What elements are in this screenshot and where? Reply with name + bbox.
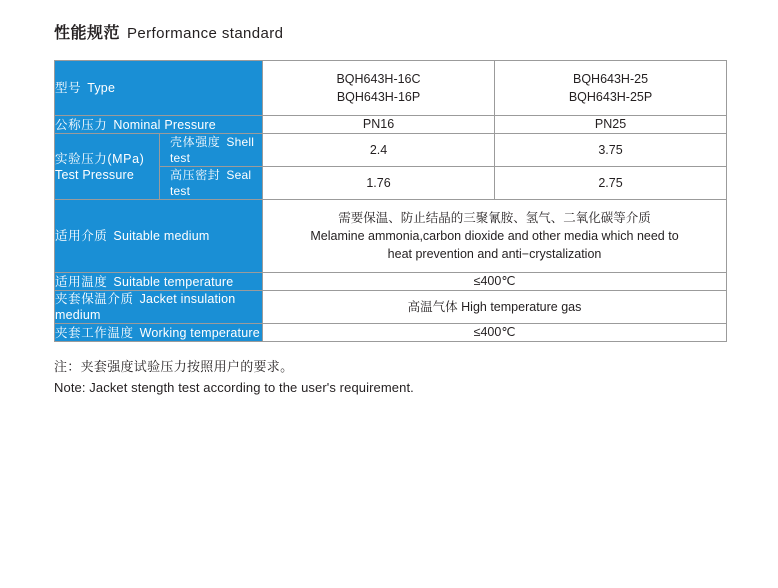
table-row-jacket-insulation-medium <box>55 291 727 324</box>
table-row-suitable-temperature <box>55 273 727 291</box>
row-label-suitable-medium-en: Suitable medium <box>113 229 210 243</box>
row-label-nominal-pressure <box>55 116 263 134</box>
cell-nominal-pressure-col2: PN25 <box>495 116 727 134</box>
row-label-suitable-medium <box>55 200 263 273</box>
table-row-working-temperature <box>55 324 727 342</box>
table-row-nominal-pressure <box>55 116 727 134</box>
row-label-shell-test <box>160 134 263 167</box>
row-label-test-pressure <box>55 134 160 200</box>
cell-type-col1-line2: BQH643H-16P <box>336 90 421 104</box>
row-label-nominal-pressure-cn: 公称压力 <box>55 117 108 132</box>
row-label-nominal-pressure-en: Nominal Pressure <box>113 117 216 132</box>
cell-type-col1-line1: BQH643H-16C <box>336 72 421 86</box>
cell-suitable-medium <box>263 200 727 273</box>
performance-standard-table <box>54 60 727 342</box>
cell-seal-test-col2: 2.75 <box>495 167 727 200</box>
note-block <box>54 356 726 398</box>
row-label-test-pressure-cn: 实验压力(MPa) <box>55 151 145 166</box>
page-title <box>54 24 726 44</box>
row-label-working-temperature-en: Working temperature <box>139 325 260 340</box>
row-label-jacket-insulation-medium <box>55 291 263 324</box>
cell-suitable-medium-line2: Melamine ammonia,carbon dioxide and other media which need to <box>310 229 679 243</box>
row-label-suitable-temperature <box>55 273 263 291</box>
row-label-seal-test-cn: 高压密封 <box>170 168 221 182</box>
row-label-jacket-insulation-medium-cn: 夹套保温介质 <box>55 292 134 306</box>
cell-type-col2 <box>495 61 727 116</box>
cell-working-temperature: ≤400℃ <box>263 324 727 342</box>
note-line-en: Note: Jacket stength test according to the user's requirement. <box>54 380 414 395</box>
row-label-suitable-temperature-cn: 适用温度 <box>55 274 108 289</box>
row-label-test-pressure-en: Test Pressure <box>55 167 135 182</box>
cell-nominal-pressure-col1: PN16 <box>263 116 495 134</box>
row-label-type <box>55 61 263 116</box>
cell-jacket-insulation-medium <box>263 291 727 324</box>
cell-jacket-insulation-medium-cn: 高温气体 <box>407 299 458 314</box>
cell-type-col1 <box>263 61 495 116</box>
cell-seal-test-col1: 1.76 <box>263 167 495 200</box>
row-label-type-en: Type <box>87 81 116 95</box>
table-row-type <box>55 61 727 116</box>
cell-shell-test-col1: 2.4 <box>263 134 495 167</box>
row-label-shell-test-en: Shell test <box>170 135 255 165</box>
row-label-seal-test-en: Seal test <box>170 168 252 198</box>
cell-type-col2-line1: BQH643H-25 <box>572 72 649 86</box>
cell-shell-test-col2: 3.75 <box>495 134 727 167</box>
cell-type-col2-line2: BQH643H-25P <box>568 90 653 104</box>
cell-suitable-medium-line1: 需要保温、防止结晶的三聚氰胺、氢气、二氧化碳等介质 <box>338 211 651 225</box>
row-label-suitable-temperature-en: Suitable temperature <box>113 274 234 289</box>
table-row-shell-test <box>55 134 727 167</box>
cell-suitable-medium-line3: heat prevention and anti−crystalization <box>387 247 602 261</box>
cell-suitable-temperature: ≤400℃ <box>263 273 727 291</box>
note-line-cn: 注：夹套强度试验压力按照用户的要求。 <box>54 359 294 374</box>
page-title-en: Performance standard <box>127 25 284 42</box>
row-label-type-cn: 型号 <box>55 81 82 95</box>
row-label-working-temperature <box>55 324 263 342</box>
page-title-cn: 性能规范 <box>54 25 121 42</box>
row-label-suitable-medium-cn: 适用介质 <box>55 229 108 243</box>
cell-jacket-insulation-medium-en: High temperature gas <box>461 299 582 314</box>
table-row-suitable-medium <box>55 200 727 273</box>
row-label-working-temperature-cn: 夹套工作温度 <box>55 325 134 340</box>
row-label-seal-test <box>160 167 263 200</box>
row-label-shell-test-cn: 壳体强度 <box>170 135 221 149</box>
row-label-jacket-insulation-medium-en: Jacket insulation medium <box>55 292 236 322</box>
